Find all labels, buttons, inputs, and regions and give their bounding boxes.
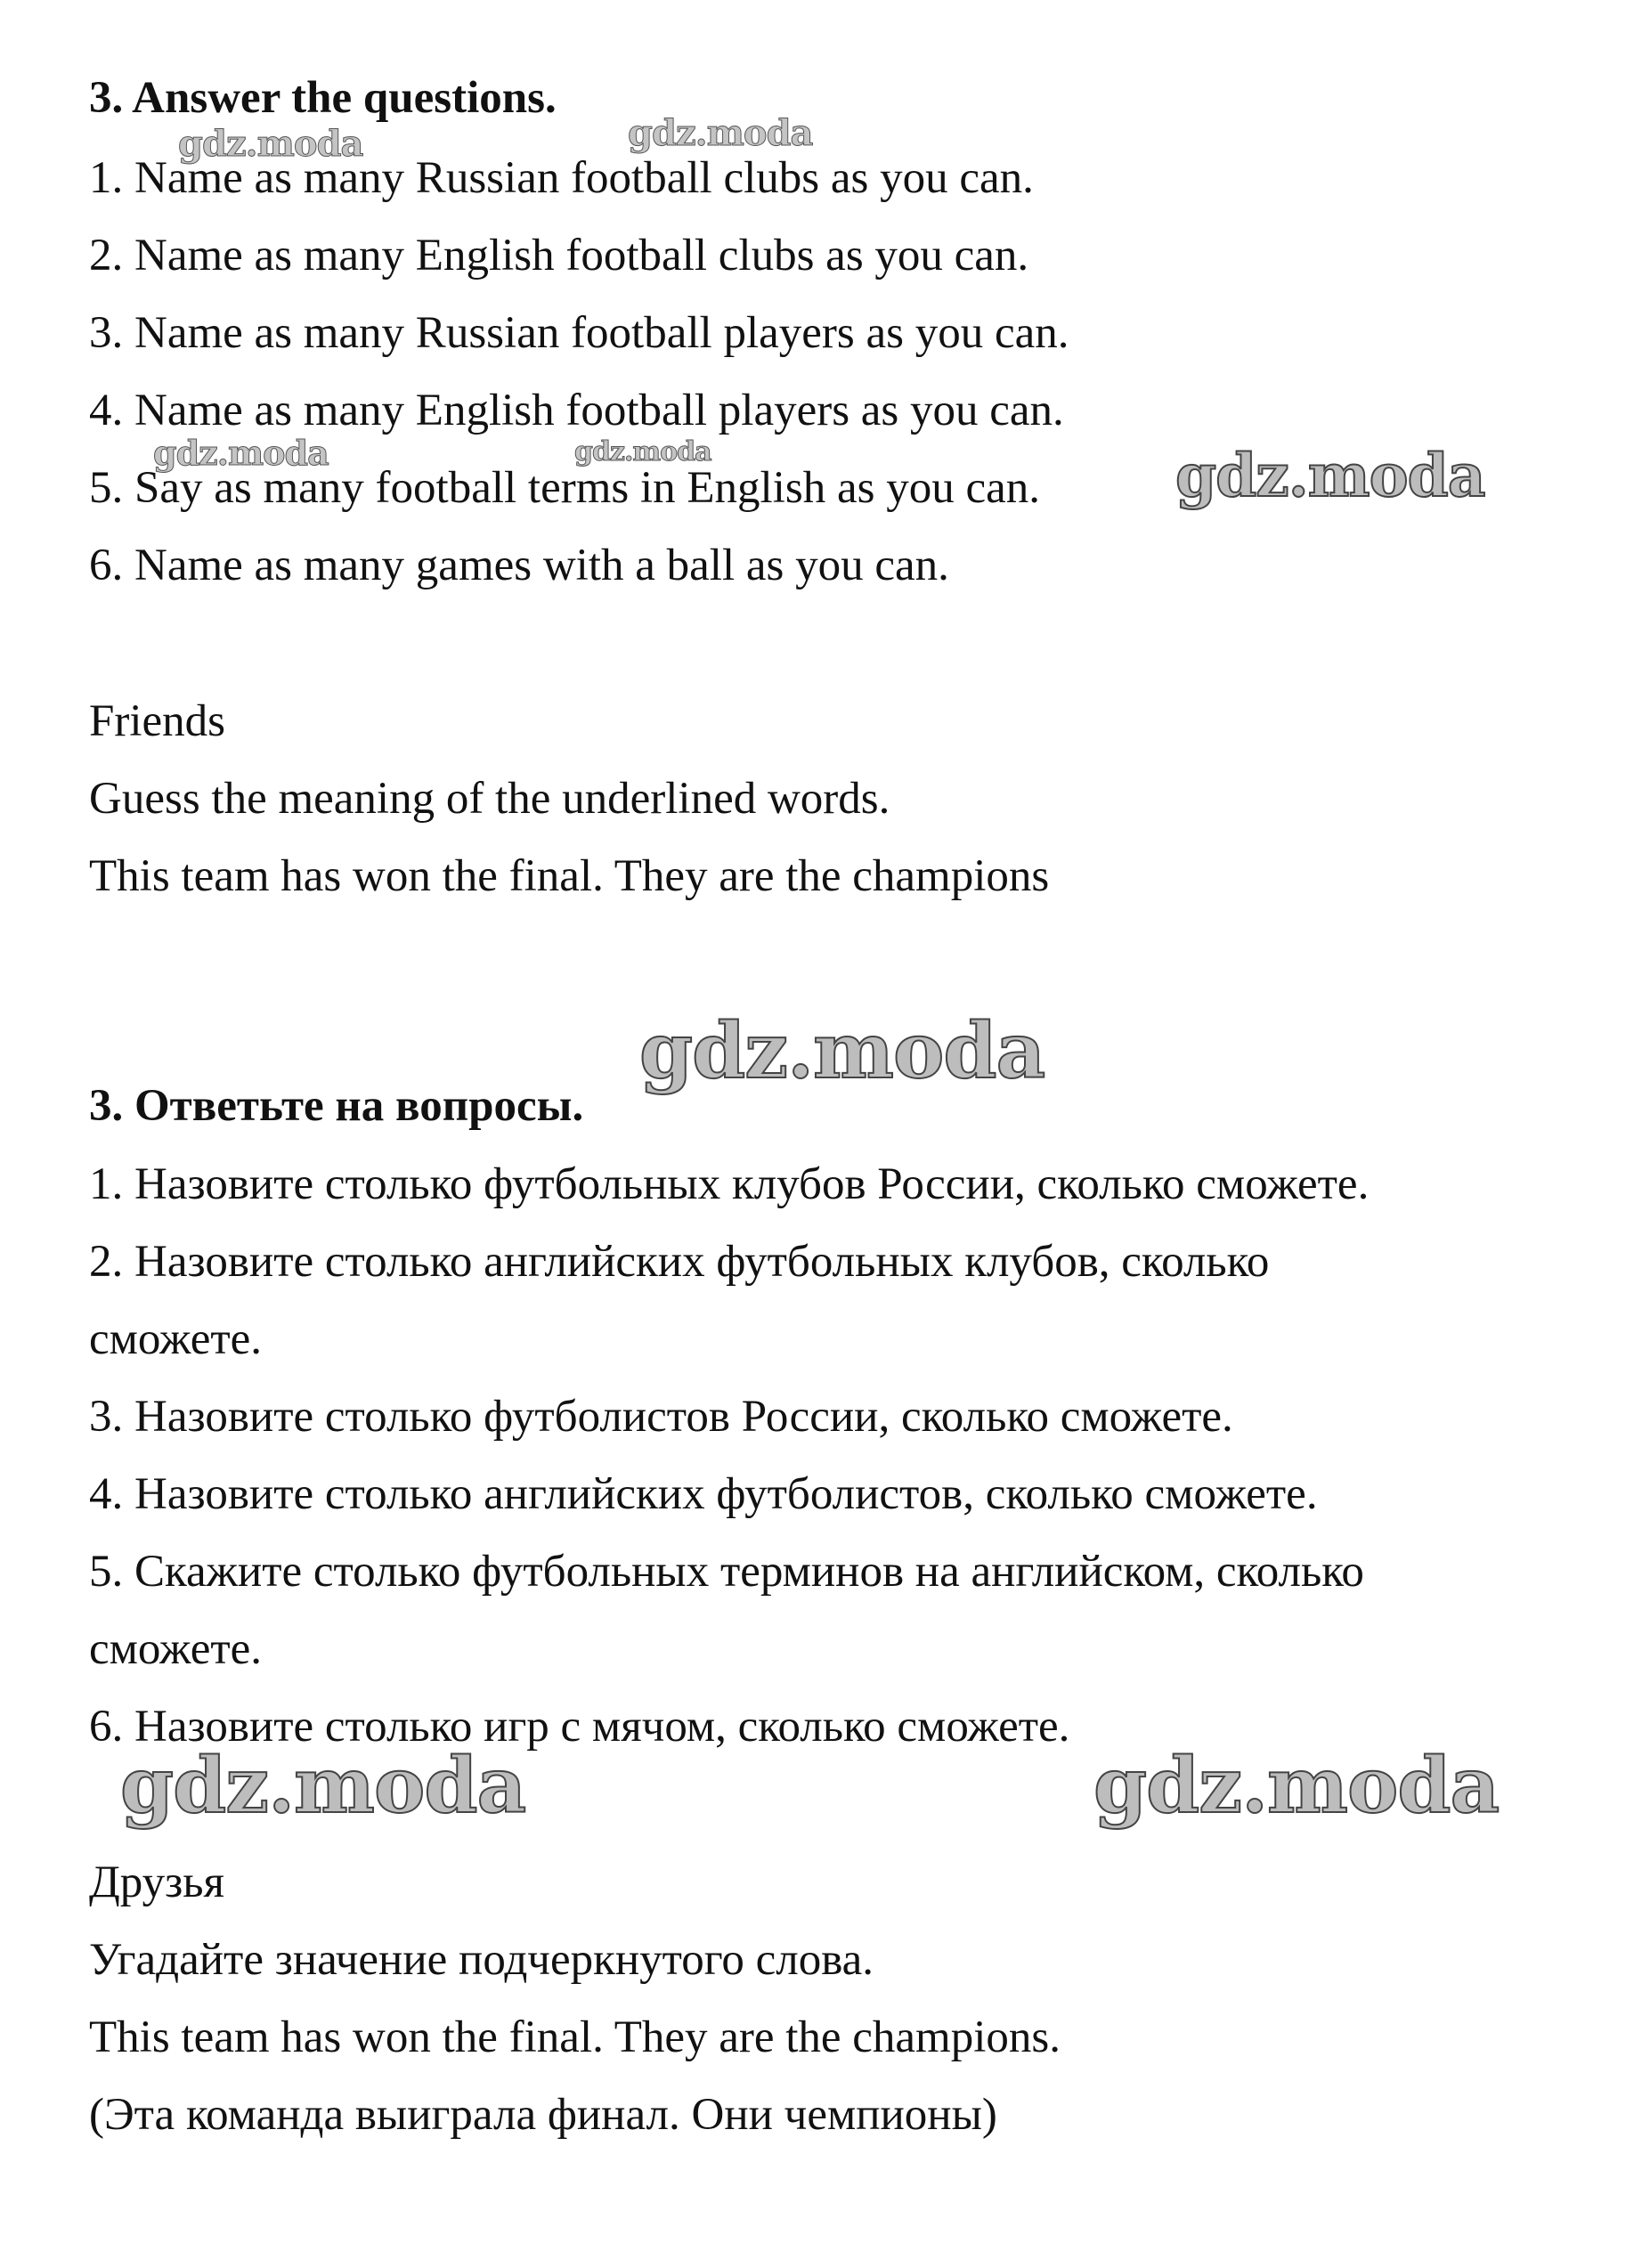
english-heading: 3. Answer the questions. [89, 73, 557, 123]
russian-translation: (Эта команда выиграла финал. Они чемпионы) [89, 2090, 997, 2140]
russian-question-5: 5. Скажите столько футбольных терминов на английском, сколько [89, 1547, 1364, 1597]
english-question-6: 6. Name as many games with a ball as you can. [89, 541, 949, 590]
russian-heading: 3. Ответьте на вопросы. [89, 1081, 584, 1131]
watermark-logo: gdz.moda [178, 123, 363, 165]
watermark-logo: gdz.moda [120, 1741, 526, 1831]
english-question-3: 3. Name as many Russian football players as you can. [89, 308, 1069, 358]
english-task: Guess the meaning of the underlined words. [89, 774, 890, 824]
russian-question-5-cont: сможете. [89, 1624, 263, 1674]
watermark-logo: gdz.moda [639, 1006, 1045, 1096]
russian-task: Угадайте значение подчеркнутого слова. [89, 1935, 874, 1985]
russian-sentence: This team has won the final. They are the champions. [89, 2012, 1061, 2062]
english-sentence: This team has won the final. They are the champions [89, 851, 1050, 901]
watermark-logo: gdz.moda [574, 436, 711, 467]
watermark-logo: gdz.moda [628, 112, 813, 154]
watermark-logo: gdz.moda [1093, 1741, 1500, 1831]
russian-friends-title: Друзья [89, 1857, 224, 1907]
watermark-logo: gdz.moda [1175, 441, 1485, 510]
russian-question-6: 6. Назовите столько игр с мячом, сколько сможете. [89, 1702, 1070, 1752]
watermark-logo: gdz.moda [153, 433, 329, 473]
russian-question-4: 4. Назовите столько английских футболистов, сколько сможете. [89, 1469, 1318, 1519]
english-question-4: 4. Name as many English football players as you can. [89, 386, 1064, 435]
russian-question-2-cont: сможете. [89, 1314, 263, 1364]
english-friends-title: Friends [89, 696, 225, 746]
russian-question-3: 3. Назовите столько футболистов России, сколько сможете. [89, 1392, 1233, 1442]
english-question-5: 5. Say as many football terms in English as you can. [89, 463, 1040, 513]
english-question-1: 1. Name as many Russian football clubs as you can. [89, 153, 1034, 203]
russian-question-2: 2. Назовите столько английских футбольных клубов, сколько [89, 1237, 1270, 1287]
english-question-2: 2. Name as many English football clubs as you can. [89, 231, 1029, 280]
russian-question-1: 1. Назовите столько футбольных клубов России, сколько сможете. [89, 1159, 1370, 1209]
